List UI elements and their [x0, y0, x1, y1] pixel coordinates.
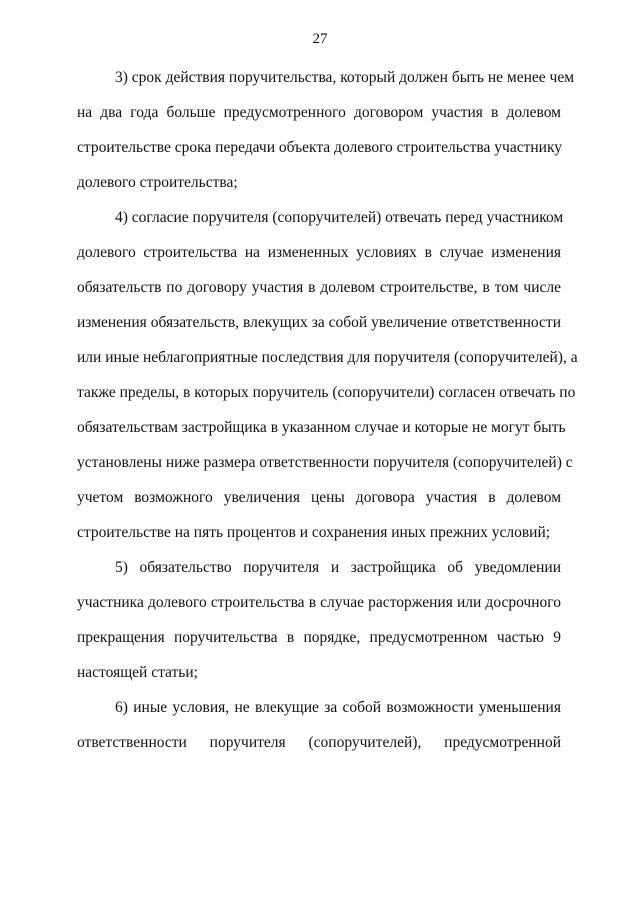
text-line: или иные неблагоприятные последствия для поручителя (сопоручителей), а	[77, 349, 578, 366]
text-line: 4) согласие поручителя (сопоручителей) отвечать перед участником	[115, 209, 564, 226]
text-line: 6) иные условия, не влекущие за собой возможности уменьшения	[115, 699, 561, 716]
text-line: строительстве на пять процентов и сохранения иных прежних условий;	[77, 524, 551, 541]
text-line: строительстве срока передачи объекта долевого строительства участнику	[77, 139, 563, 156]
text-line: прекращения поручительства в порядке, предусмотренном частью 9	[77, 629, 561, 646]
text-line: долевого строительства;	[77, 174, 238, 191]
text-line: 3) срок действия поручительства, который должен быть не менее чем	[115, 69, 575, 86]
text-line: обязательств по договору участия в долевом строительстве, в том числе	[77, 279, 561, 296]
text-line: изменения обязательств, влекущих за собой увеличение ответственности	[77, 314, 561, 331]
page-number: 27	[312, 31, 328, 47]
text-line: обязательствам застройщика в указанном случае и которые не могут быть	[77, 419, 566, 436]
text-line: также пределы, в которых поручитель (сопоручители) согласен отвечать по	[77, 384, 576, 401]
text-line: на два года больше предусмотренного договором участия в долевом	[77, 104, 561, 121]
text-line: ответственности поручителя (сопоручителей), предусмотренной	[77, 734, 561, 751]
text-line: установлены ниже размера ответственности поручителя (сопоручителей) с	[77, 454, 573, 471]
text-line: настоящей статьи;	[77, 664, 198, 681]
text-line: участника долевого строительства в случае расторжения или досрочного	[77, 594, 561, 611]
text-line: 5) обязательство поручителя и застройщика об уведомлении	[115, 559, 561, 576]
text-line: долевого строительства на измененных условиях в случае изменения	[77, 244, 561, 261]
text-line: учетом возможного увеличения цены договора участия в долевом	[77, 489, 561, 506]
